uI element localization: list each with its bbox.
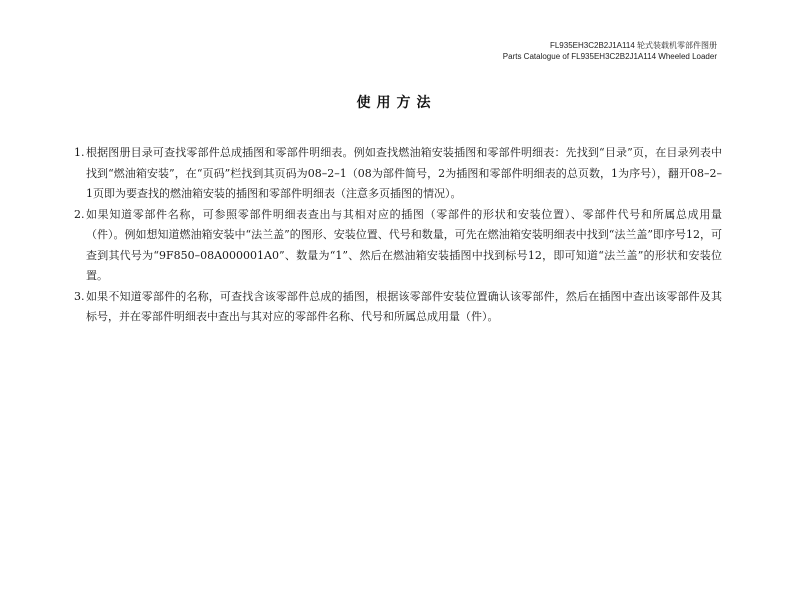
instruction-number: 1.: [74, 146, 85, 159]
instruction-number: 2.: [74, 207, 85, 221]
instruction-text: 如果不知道零部件的名称，可查找含该零部件总成的插图，根据该零部件安装位置确认该零部件，然后在插图中查出该零部件及其标号，并在零部件明细表中查出与其对应的零部件名称、代号和所属总成用量（件）。: [86, 289, 722, 323]
instruction-number: 3.: [74, 289, 85, 303]
page-title: 使用方法: [356, 95, 437, 111]
instruction-item-2: [74, 205, 722, 287]
instruction-item-1: [74, 143, 722, 205]
instructions-list: [74, 143, 722, 328]
instruction-item-3: [74, 287, 722, 328]
page-header: [503, 40, 717, 62]
catalogue-title-english: Parts Catalogue of FL935EH3C2B2J1A114 Wheeled Loader: [502, 52, 717, 61]
instruction-text: 根据图册目录可查找零部件总成插图和零部件明细表。例如查找燃油箱安装插图和零部件明细表：先找到“目录”页，在目录列表中找到“燃油箱安装”，在“页码”栏找到其页码为08–2–1（08为部件简号，2为插图和零部件明细表的总页数，1为序号），翻开08–2–1页即为要查找的燃油箱安装的插图和零部件明细表（注意多页插图的情况）。: [86, 146, 722, 200]
catalogue-title-chinese: FL935EH3C2B2J1A114 轮式装载机零部件图册: [549, 41, 717, 50]
instruction-text: 如果知道零部件名称，可参照零部件明细表查出与其相对应的插图（零部件的形状和安装位置）、零部件代号和所属总成用量（件）。例如想知道燃油箱安装中“法兰盖”的图形、安装位置、代号和数量，可先在燃油箱安装明细表中找到“法兰盖”即序号12，可查到其代号为“9F850–08A000001A0”、数量为“1”、然后在燃油箱安装插图中找到标号12，即可知道“法兰盖”的形状和安装位置。: [86, 207, 722, 282]
